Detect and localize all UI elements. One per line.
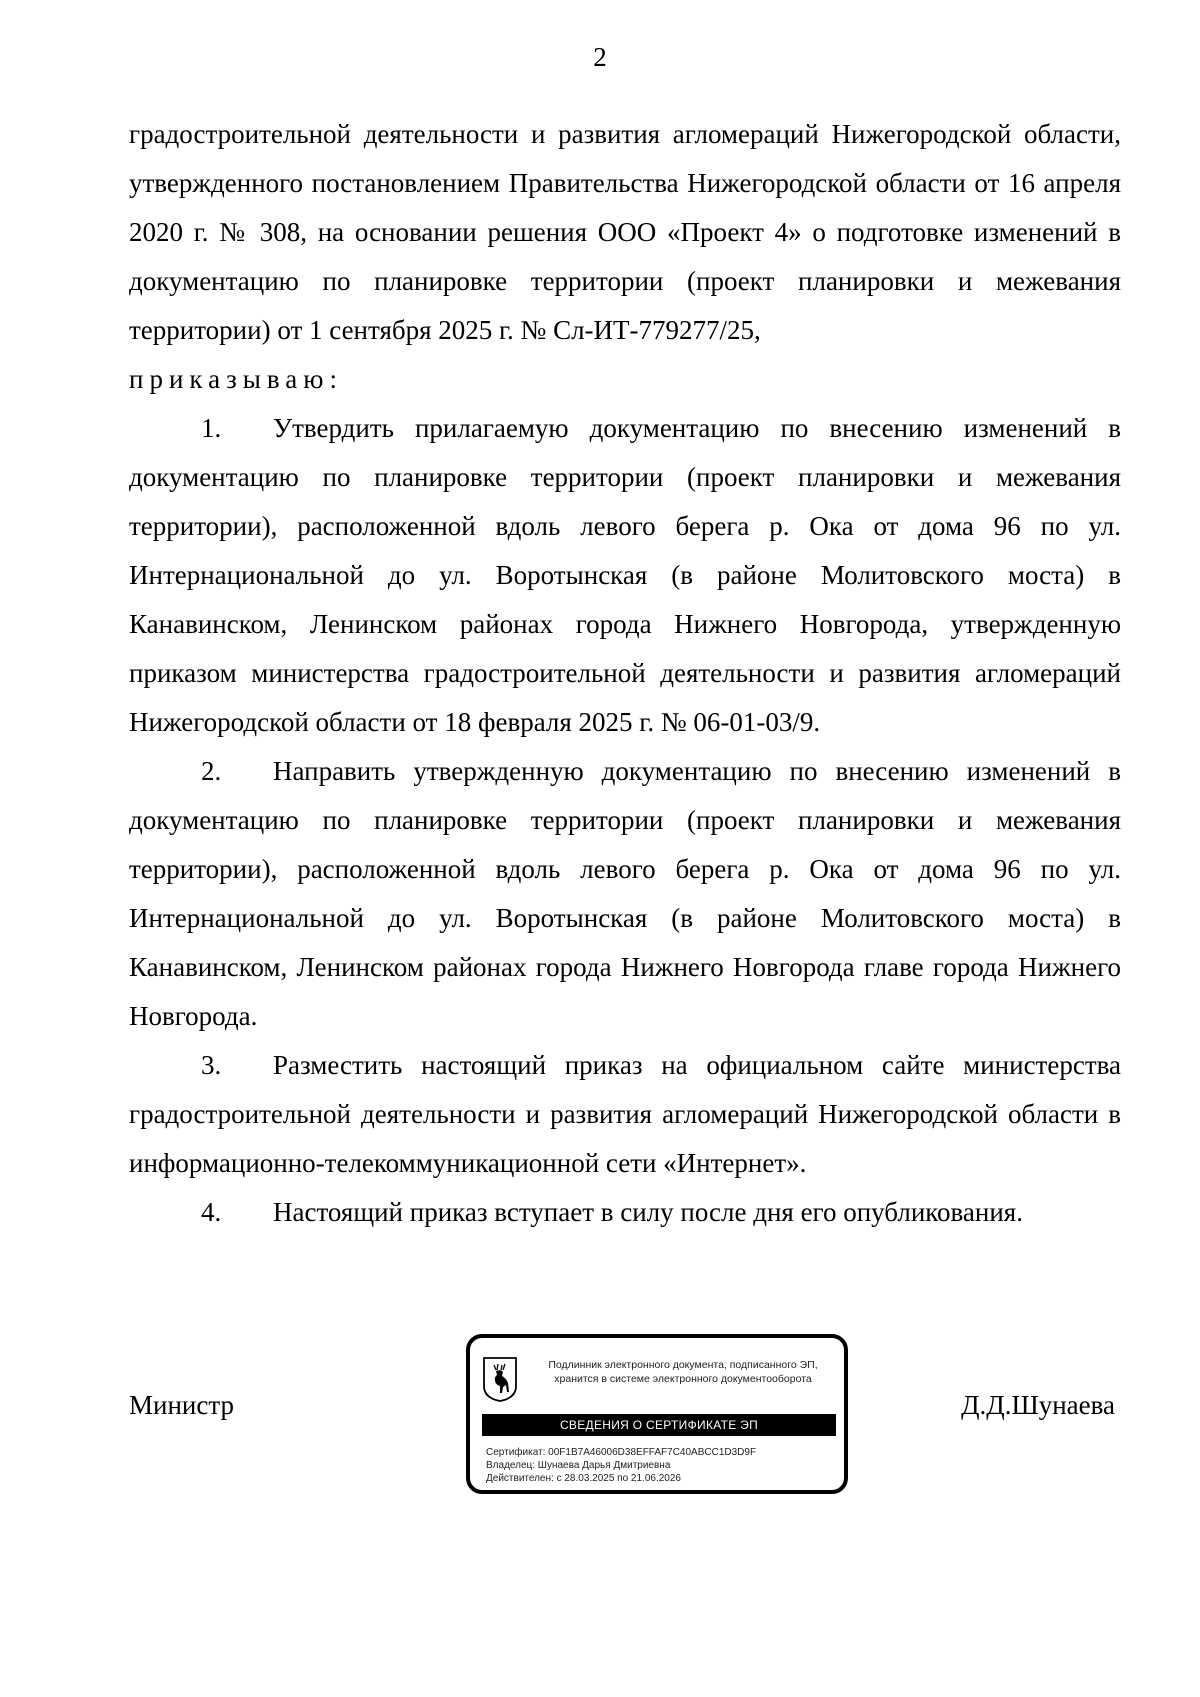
e-signature-stamp: [466, 1334, 848, 1494]
list-item-1: [129, 404, 1121, 747]
item-text: Утвердить прилагаемую документацию по внесению изменений в документацию по планировке территории (проект планировки и межевания территории), расположенной вдоль левого берега р. Ока от дома 96 по ул. Интернациональной до ул. Воротынская (в районе Молитовского моста) в Канавинском, Ленинском районах города Нижнего Новгорода, утвержденную приказом министерства градостроительной деятельности и развития агломераций Нижегородской области от 18 февраля 2025 г. № 06-01-03/9.: [129, 413, 1121, 737]
item-number: 2.: [201, 756, 222, 786]
list-item-3: [129, 1041, 1121, 1188]
certificate-validity: Действителен: с 28.03.2025 по 21.06.2026: [486, 1473, 681, 1484]
deer-emblem-icon: [482, 1356, 518, 1402]
item-text: Направить утвержденную документацию по внесению изменений в документацию по планировке территории (проект планировки и межевания территории), расположенной вдоль левого берега р. Ока от дома 96 по ул. Интернациональной до ул. Воротынская (в районе Молитовского моста) в Канавинском, Ленинском районах города Нижнего Новгорода главе города Нижнего Новгорода.: [129, 756, 1121, 1031]
item-number: 4.: [201, 1197, 222, 1227]
item-number: 3.: [201, 1050, 222, 1080]
decree-word: приказываю:: [129, 364, 343, 394]
stamp-line-2: хранится в системе электронного документооборота: [554, 1373, 812, 1385]
certificate-owner: Владелец: Шунаева Дарья Дмитриевна: [486, 1460, 671, 1471]
certificate-details: [486, 1446, 836, 1485]
signer-name: Д.Д.Шунаева: [961, 1390, 1115, 1420]
list-item-2: [129, 747, 1121, 1041]
signer-position: Министр: [129, 1390, 234, 1420]
stamp-header: [528, 1358, 838, 1386]
certificate-id: Сертификат: 00F1B7A46006D38EFFAF7C40ABCC1D3D9F: [486, 1447, 757, 1458]
item-text: Разместить настоящий приказ на официальном сайте министерства градостроительной деятельности и развития агломераций Нижегородской области в информационно-телекоммуникационной сети «Интернет».: [129, 1050, 1121, 1178]
stamp-line-1: Подлинник электронного документа, подписанного ЭП,: [548, 1359, 818, 1371]
document-body: [129, 110, 1121, 1237]
certificate-info-bar: СВЕДЕНИЯ О СЕРТИФИКАТЕ ЭП: [482, 1414, 836, 1436]
page-number: 2: [593, 42, 607, 72]
item-number: 1.: [201, 413, 222, 443]
intro-paragraph: градостроительной деятельности и развития агломераций Нижегородской области, утвержденного постановлением Правительства Нижегородской области от 16 апреля 2020 г. № 308, на основании решения ООО «Проект 4» о подготовке изменений в документацию по планировке территории (проект планировки и межевания территории) от 1 сентября 2025 г. № Сл-ИТ-779277/25,: [129, 119, 1121, 345]
item-text: Настоящий приказ вступает в силу после дня его опубликования.: [273, 1197, 1023, 1227]
list-item-4: [129, 1188, 1121, 1237]
